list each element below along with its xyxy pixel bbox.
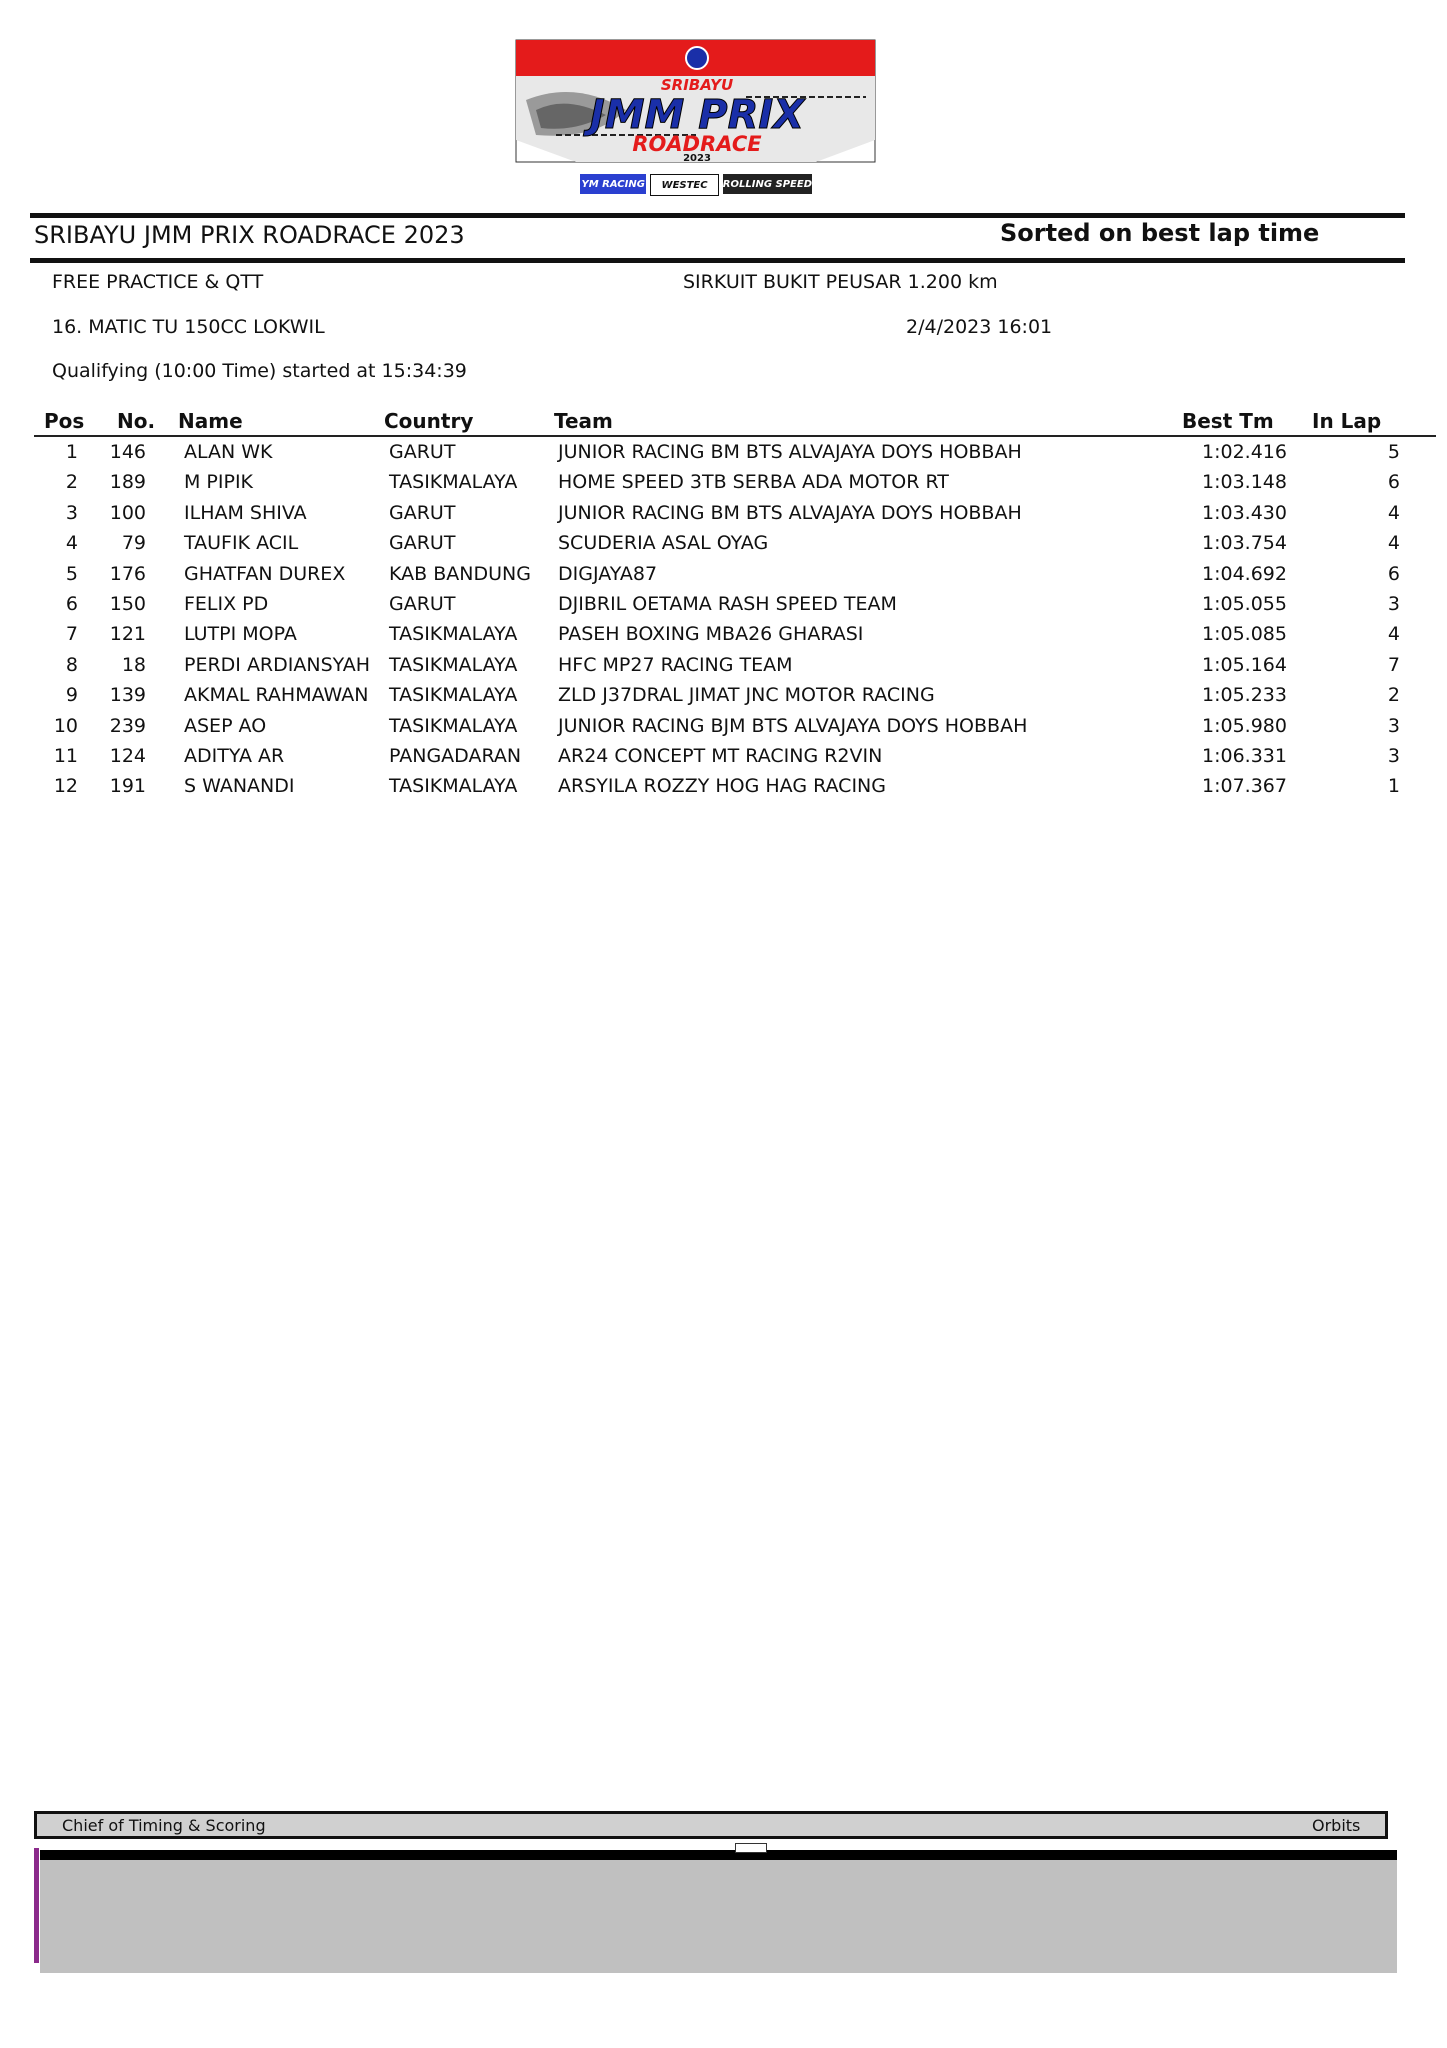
table-body bbox=[34, 437, 1436, 802]
cell-no: 124 bbox=[109, 744, 146, 767]
cell-inlap: 4 bbox=[1387, 532, 1400, 555]
sort-label: Sorted on best lap time bbox=[1000, 219, 1320, 247]
cell-name: ALAN WK bbox=[184, 441, 273, 463]
cell-no: 146 bbox=[109, 441, 146, 463]
cell-country: TASIKMALAYA bbox=[389, 714, 518, 737]
header-country: Country bbox=[384, 409, 474, 433]
cell-country: TASIKMALAYA bbox=[389, 471, 518, 494]
cell-inlap: 5 bbox=[1387, 441, 1400, 463]
footer-system-label: Orbits bbox=[1312, 1816, 1361, 1835]
cell-name: AKMAL RAHMAWAN bbox=[184, 684, 369, 707]
cell-team: DJIBRIL OETAMA RASH SPEED TEAM bbox=[558, 592, 897, 615]
cell-best: 1:04.692 bbox=[1202, 562, 1287, 585]
table-row bbox=[34, 528, 1436, 558]
cell-name: GHATFAN DUREX bbox=[184, 562, 346, 585]
cell-name: M PIPIK bbox=[184, 471, 254, 494]
emblem-icon bbox=[686, 47, 708, 69]
header-pos: Pos bbox=[44, 409, 85, 433]
cell-name: TAUFIK ACIL bbox=[184, 532, 299, 555]
header-rule-bottom bbox=[30, 258, 1405, 263]
cell-best: 1:05.055 bbox=[1202, 592, 1287, 615]
cell-pos: 9 bbox=[65, 684, 78, 707]
sponsor-logo: WESTEC bbox=[650, 174, 718, 196]
cell-team: JUNIOR RACING BJM BTS ALVAJAYA DOYS HOBBAH bbox=[558, 714, 1028, 737]
cell-pos: 4 bbox=[65, 532, 78, 555]
cell-best: 1:03.148 bbox=[1202, 471, 1287, 494]
cell-inlap: 6 bbox=[1387, 471, 1400, 494]
cell-pos: 8 bbox=[65, 653, 78, 676]
cell-team: DIGJAYA87 bbox=[558, 562, 658, 585]
cell-no: 139 bbox=[109, 684, 146, 707]
header-team: Team bbox=[554, 409, 613, 433]
table-row bbox=[34, 589, 1436, 619]
cell-no: 18 bbox=[121, 653, 146, 676]
report-datetime: 2/4/2023 16:01 bbox=[906, 316, 1053, 338]
cell-pos: 10 bbox=[53, 714, 78, 737]
circuit-name: SIRKUIT BUKIT PEUSAR 1.200 km bbox=[683, 271, 998, 293]
cell-best: 1:03.754 bbox=[1202, 532, 1287, 555]
header-name: Name bbox=[178, 409, 243, 433]
cell-best: 1:05.233 bbox=[1202, 684, 1287, 707]
cell-team: JUNIOR RACING BM BTS ALVAJAYA DOYS HOBBAH bbox=[558, 501, 1022, 524]
header-no: No. bbox=[117, 409, 156, 433]
qualifying-info: Qualifying (10:00 Time) started at 15:34:39 bbox=[52, 360, 467, 382]
cell-best: 1:03.430 bbox=[1202, 501, 1287, 524]
table-row bbox=[34, 771, 1436, 801]
logo-year: 2023 bbox=[683, 153, 711, 164]
cell-team: JUNIOR RACING BM BTS ALVAJAYA DOYS HOBBAH bbox=[558, 441, 1022, 463]
cell-team: HOME SPEED 3TB SERBA ADA MOTOR RT bbox=[558, 471, 949, 494]
cell-pos: 11 bbox=[53, 744, 78, 767]
table-row bbox=[34, 467, 1436, 497]
cell-country: TASIKMALAYA bbox=[389, 684, 518, 707]
cell-no: 150 bbox=[109, 592, 146, 615]
cell-no: 239 bbox=[109, 714, 146, 737]
cell-inlap: 4 bbox=[1387, 623, 1400, 646]
event-logo bbox=[516, 40, 875, 162]
cell-name: ADITYA AR bbox=[184, 744, 285, 767]
cell-no: 189 bbox=[109, 471, 146, 494]
cell-name: ILHAM SHIVA bbox=[184, 501, 307, 524]
cell-inlap: 7 bbox=[1387, 653, 1400, 676]
cell-best: 1:05.164 bbox=[1202, 653, 1287, 676]
cell-no: 176 bbox=[109, 562, 146, 585]
table-row bbox=[34, 437, 1436, 467]
header-in-lap: In Lap bbox=[1312, 409, 1382, 433]
logo-sub-text: ROADRACE bbox=[632, 132, 762, 156]
cell-no: 121 bbox=[109, 623, 146, 646]
cell-country: KAB BANDUNG bbox=[389, 562, 531, 585]
cell-country: TASIKMALAYA bbox=[389, 623, 518, 646]
cell-country: GARUT bbox=[389, 532, 456, 555]
cell-best: 1:05.085 bbox=[1202, 623, 1287, 646]
cell-name: PERDI ARDIANSYAH bbox=[184, 653, 371, 676]
logo-main-text: JMM PRIX bbox=[589, 92, 805, 138]
cell-no: 100 bbox=[109, 501, 146, 524]
cell-inlap: 3 bbox=[1387, 744, 1400, 767]
table-row bbox=[34, 741, 1436, 771]
sponsor-logo: YM RACING bbox=[580, 174, 646, 194]
cell-best: 1:06.331 bbox=[1202, 744, 1287, 767]
cell-name: ASEP AO bbox=[184, 714, 267, 737]
sponsor-strip bbox=[580, 174, 812, 194]
cell-team: ARSYILA ROZZY HOG HAG RACING bbox=[558, 775, 886, 798]
table-row bbox=[34, 619, 1436, 649]
cell-pos: 5 bbox=[65, 562, 78, 585]
footer-gray-panel bbox=[40, 1860, 1397, 1973]
table-header bbox=[34, 405, 1436, 437]
cell-country: GARUT bbox=[389, 441, 456, 463]
cell-pos: 6 bbox=[65, 592, 78, 615]
cell-team: HFC MP27 RACING TEAM bbox=[558, 653, 793, 676]
cell-team: AR24 CONCEPT MT RACING R2VIN bbox=[558, 744, 883, 767]
cell-inlap: 1 bbox=[1387, 775, 1400, 798]
footer-tab-marker bbox=[735, 1843, 767, 1853]
cell-name: FELIX PD bbox=[184, 592, 269, 615]
header-best-time: Best Tm bbox=[1182, 409, 1274, 433]
cell-best: 1:02.416 bbox=[1202, 441, 1287, 463]
logo-top-text: SRIBAYU bbox=[660, 76, 734, 94]
table-row bbox=[34, 650, 1436, 680]
table-row bbox=[34, 680, 1436, 710]
cell-inlap: 4 bbox=[1387, 501, 1400, 524]
cell-country: TASIKMALAYA bbox=[389, 653, 518, 676]
table-row bbox=[34, 498, 1436, 528]
cell-country: PANGADARAN bbox=[389, 744, 522, 767]
cell-inlap: 2 bbox=[1387, 684, 1400, 707]
table-row bbox=[34, 711, 1436, 741]
cell-team: PASEH BOXING MBA26 GHARASI bbox=[558, 623, 864, 646]
cell-no: 79 bbox=[121, 532, 146, 555]
cell-country: GARUT bbox=[389, 592, 456, 615]
cell-pos: 12 bbox=[53, 775, 78, 798]
cell-pos: 7 bbox=[65, 623, 78, 646]
footer-chief-label: Chief of Timing & Scoring bbox=[62, 1816, 266, 1835]
page-title: SRIBAYU JMM PRIX ROADRACE 2023 bbox=[34, 221, 465, 249]
cell-pos: 1 bbox=[65, 441, 78, 463]
cell-name: LUTPI MOPA bbox=[184, 623, 297, 646]
footer-black-bar bbox=[40, 1850, 1397, 1860]
table-row bbox=[34, 559, 1436, 589]
class-name: 16. MATIC TU 150CC LOKWIL bbox=[52, 316, 325, 338]
cell-best: 1:05.980 bbox=[1202, 714, 1287, 737]
cell-team: ZLD J37DRAL JIMAT JNC MOTOR RACING bbox=[558, 684, 935, 707]
cell-country: GARUT bbox=[389, 501, 456, 524]
cell-inlap: 3 bbox=[1387, 592, 1400, 615]
results-table bbox=[34, 405, 1436, 802]
session-name: FREE PRACTICE & QTT bbox=[52, 271, 264, 293]
cell-best: 1:07.367 bbox=[1202, 775, 1287, 798]
cell-country: TASIKMALAYA bbox=[389, 775, 518, 798]
cell-inlap: 3 bbox=[1387, 714, 1400, 737]
cell-pos: 2 bbox=[65, 471, 78, 494]
cell-name: S WANANDI bbox=[184, 775, 295, 798]
cell-no: 191 bbox=[109, 775, 146, 798]
footer-purple-edge bbox=[34, 1848, 39, 1963]
cell-team: SCUDERIA ASAL OYAG bbox=[558, 532, 769, 555]
cell-inlap: 6 bbox=[1387, 562, 1400, 585]
sponsor-logo: ROLLING SPEED bbox=[723, 174, 812, 194]
header-rule-top bbox=[30, 213, 1405, 218]
cell-pos: 3 bbox=[65, 501, 78, 524]
